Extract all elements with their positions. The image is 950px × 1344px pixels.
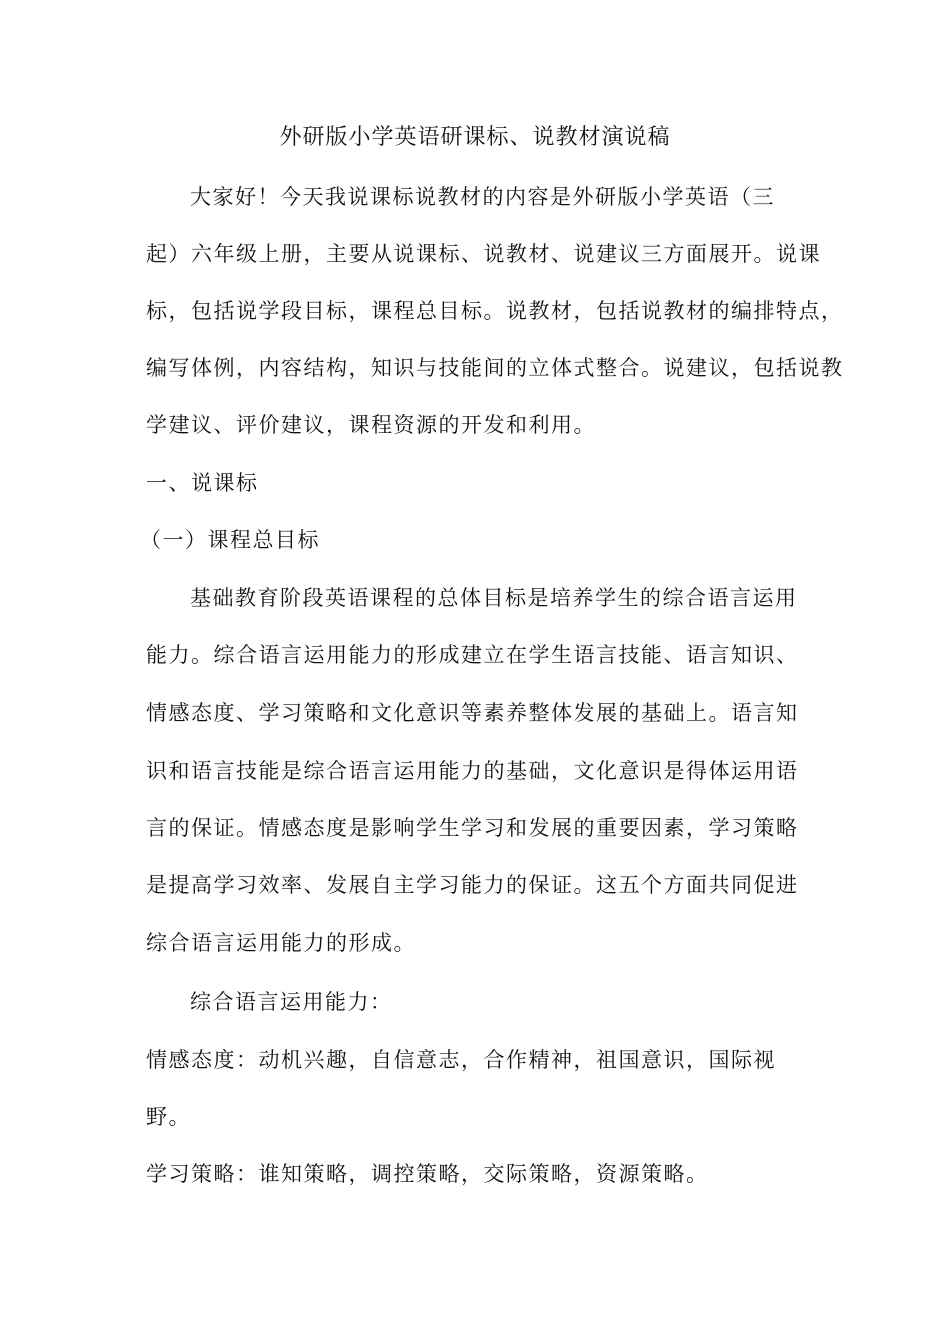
- list-item: 情感态度：动机兴趣，自信意志，合作精神，祖国意识，国际视: [146, 1048, 776, 1072]
- paragraph-line: 起）六年级上册，主要从说课标、说教材、说建议三方面展开。说课: [146, 242, 821, 266]
- list-item: 学习策略：谁知策略，调控策略，交际策略，资源策略。: [146, 1162, 709, 1186]
- paragraph-line: 综合语言运用能力的形成。: [146, 931, 416, 955]
- paragraph-line: 是提高学习效率、发展自主学习能力的保证。这五个方面共同促进: [146, 873, 799, 897]
- list-heading: 综合语言运用能力：: [190, 990, 393, 1014]
- paragraph-line: 言的保证。情感态度是影响学生学习和发展的重要因素，学习策略: [146, 816, 799, 840]
- paragraph-line: 能力。综合语言运用能力的形成建立在学生语言技能、语言知识、: [146, 643, 799, 667]
- section-heading: 一、说课标: [146, 471, 259, 495]
- paragraph-line: 标，包括说学段目标，课程总目标。说教材，包括说教材的编排特点，: [146, 299, 844, 323]
- paragraph-line: 编写体例，内容结构，知识与技能间的立体式整合。说建议，包括说教: [146, 356, 844, 380]
- list-item-continuation: 野。: [146, 1105, 191, 1129]
- subsection-heading: （一）课程总目标: [140, 528, 320, 552]
- document-title: 外研版小学英语研课标、说教材演说稿: [279, 125, 671, 150]
- paragraph-line: 基础教育阶段英语课程的总体目标是培养学生的综合语言运用: [190, 586, 798, 610]
- paragraph-line: 学建议、评价建议，课程资源的开发和利用。: [146, 413, 596, 437]
- paragraph-line: 情感态度、学习策略和文化意识等素养整体发展的基础上。语言知: [146, 701, 799, 725]
- paragraph-line: 大家好！今天我说课标说教材的内容是外研版小学英语（三: [190, 185, 775, 209]
- paragraph-line: 识和语言技能是综合语言运用能力的基础，文化意识是得体运用语: [146, 759, 799, 783]
